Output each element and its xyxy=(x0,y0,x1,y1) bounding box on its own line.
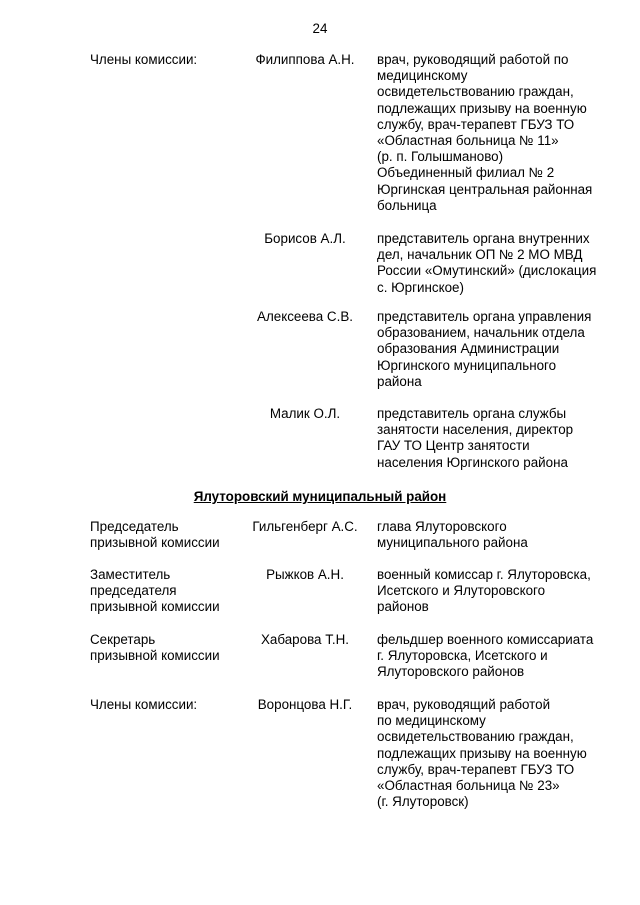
member-position-line: освидетельствованию граждан, xyxy=(377,729,574,745)
member-position-line: дел, начальник ОП № 2 МО МВД xyxy=(377,247,583,263)
member-role-line: призывной комиссии xyxy=(90,535,220,551)
member-position-line: ГАУ ТО Центр занятости xyxy=(377,438,530,454)
member-name: Рыжков А.Н. xyxy=(266,567,344,582)
section-heading: Ялуторовский муниципальный район xyxy=(193,489,447,504)
member-position xyxy=(377,632,617,681)
member-position xyxy=(377,309,617,390)
member-position-line: военный комиссар г. Ялуторовска, xyxy=(377,567,591,582)
member-position xyxy=(377,231,617,296)
member-position-line: врач, руководящий работой xyxy=(377,697,551,712)
member-name: Малик О.Л. xyxy=(269,406,341,421)
member-role xyxy=(90,52,240,68)
member-position-line: образованием, начальник отдела xyxy=(377,325,585,341)
member-position-line: занятости населения, директор xyxy=(377,422,574,438)
member-position-line: представитель органа службы xyxy=(377,406,567,421)
member-position-line: (р. п. Голышманово) xyxy=(377,149,504,165)
member-position xyxy=(377,697,617,810)
member-position-line: «Областная больница № 11» xyxy=(377,133,559,149)
member-role-line: председателя xyxy=(90,583,177,599)
member-position-line: медицинскому xyxy=(377,68,468,84)
member-position-line: Юргинская центральная районная xyxy=(377,181,593,197)
member-position-line: фельдшер военного комиссариата xyxy=(377,632,594,647)
member-position xyxy=(377,519,617,551)
member-position-line: образования Администрации xyxy=(377,341,560,357)
member-name: Борисов А.Л. xyxy=(264,231,346,246)
member-position-line: освидетельствованию граждан, xyxy=(377,84,574,100)
member-position-line: Объединенный филиал № 2 xyxy=(377,165,555,181)
member-position-line: района xyxy=(377,373,422,389)
member-role-line: Члены комиссии: xyxy=(90,52,198,67)
member-position xyxy=(377,406,617,471)
member-role-line: Заместитель xyxy=(90,567,171,582)
member-position-line: службу, врач-терапевт ГБУЗ ТО xyxy=(377,116,575,132)
member-position-line: представитель органа внутренних xyxy=(377,231,590,246)
page-number: 24 xyxy=(312,21,328,36)
member-position-line: с. Юргинское) xyxy=(377,279,464,295)
member-position-line: представитель органа управления xyxy=(377,309,592,324)
member-role-line: Председатель xyxy=(90,519,179,534)
member-role-line: Члены комиссии: xyxy=(90,697,198,712)
member-position-line: муниципального района xyxy=(377,535,528,551)
member-role-line: Секретарь xyxy=(90,632,156,647)
member-role xyxy=(90,632,240,664)
member-position-line: (г. Ялуторовск) xyxy=(377,794,469,810)
member-position-line: по медицинскому xyxy=(377,713,486,729)
member-name: Воронцова Н.Г. xyxy=(257,697,353,712)
member-position-line: Юргинского муниципального xyxy=(377,357,557,373)
member-position-line: населения Юргинского района xyxy=(377,454,568,470)
member-role xyxy=(90,567,240,616)
member-role-line: призывной комиссии xyxy=(90,599,220,615)
member-name: Гильгенберг А.С. xyxy=(252,519,358,534)
member-position-line: врач, руководящий работой по xyxy=(377,52,569,67)
member-position xyxy=(377,567,617,616)
member-position-line: подлежащих призыву на военную xyxy=(377,100,587,116)
member-position xyxy=(377,52,617,214)
member-position-line: районов xyxy=(377,599,429,615)
member-position-line: Исетского и Ялуторовского xyxy=(377,583,546,599)
member-role xyxy=(90,697,240,713)
member-position-line: «Областная больница № 23» xyxy=(377,778,560,794)
member-position-line: г. Ялуторовска, Исетского и xyxy=(377,648,548,664)
member-position-line: больница xyxy=(377,197,437,213)
member-name: Филиппова А.Н. xyxy=(255,52,355,67)
member-position-line: Ялуторовского районов xyxy=(377,664,525,680)
member-position-line: подлежащих призыву на военную xyxy=(377,745,587,761)
member-role xyxy=(90,519,240,551)
member-position-line: службу, врач-терапевт ГБУЗ ТО xyxy=(377,761,575,777)
member-name: Хабарова Т.Н. xyxy=(260,632,350,647)
member-role-line: призывной комиссии xyxy=(90,648,220,664)
member-name: Алексеева С.В. xyxy=(257,309,353,324)
member-position-line: глава Ялуторовского xyxy=(377,519,507,534)
member-position-line: России «Омутинский» (дислокация xyxy=(377,263,597,279)
